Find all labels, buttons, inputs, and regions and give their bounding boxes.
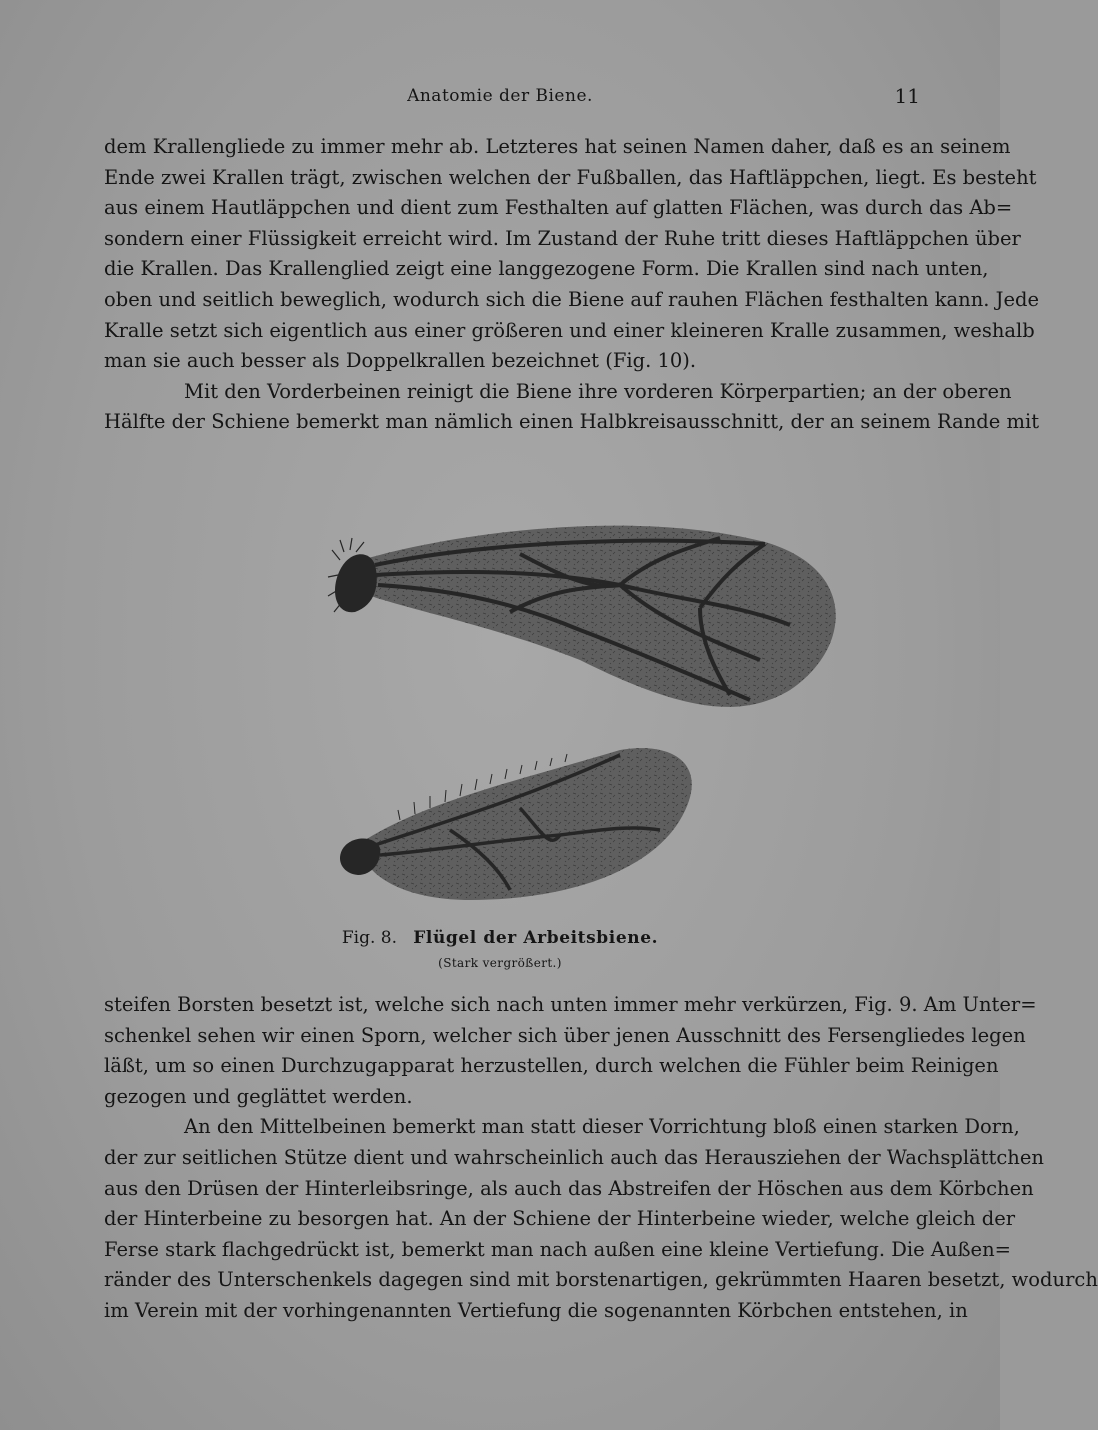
figure-title: Flügel der Arbeitsbiene. — [413, 928, 659, 948]
text-line: schenkel sehen wir einen Sporn, welcher sich über jenen Ausschnitt des Fersengliedes legen — [104, 1023, 1026, 1047]
text-line: An den Mittelbeinen bemerkt man statt dieser Vorrichtung bloß einen starken Dorn, — [184, 1115, 1020, 1139]
text-line: der zur seitlichen Stütze dient und wahrscheinlich auch das Herausziehen der Wachsplättchen — [104, 1145, 1044, 1169]
text-line: dem Krallengliede zu immer mehr ab. Letzteres hat seinen Namen daher, daß es an seinem — [104, 135, 1011, 158]
figure-note: (Stark vergrößert.) — [438, 956, 562, 970]
text-line: die Krallen. Das Krallenglied zeigt eine langgezogene Form. Die Krallen sind nach unten, — [104, 257, 989, 281]
text-line: aus einem Hautläppchen und dient zum Festhalten auf glatten Flächen, was durch das Ab= — [104, 196, 1013, 220]
forewing — [328, 526, 836, 707]
wing-illustration — [320, 530, 860, 930]
figure-label: Fig. 8. — [341, 928, 397, 948]
text-line: oben und seitlich beweglich, wodurch sich die Biene auf rauhen Flächen festhalten kann. Jede — [104, 287, 1040, 311]
text-line: Kralle setzt sich eigentlich aus einer größeren und einer kleineren Kralle zusammen, weshalb — [104, 318, 1035, 342]
text-line: der Hinterbeine zu besorgen hat. An der Schiene der Hinterbeine wieder, welche gleich der — [104, 1207, 1016, 1231]
page-number: 11 — [894, 84, 920, 108]
text-line: ränder des Unterschenkels dagegen sind mit borstenartigen, gekrümmten Haaren besetzt, wodurch — [104, 1268, 1098, 1292]
text-line: man sie auch besser als Doppelkrallen bezeichnet (Fig. 10). — [104, 349, 697, 373]
wing-drawing — [320, 530, 860, 930]
text-line: läßt, um so einen Durchzugapparat herzustellen, durch welchen die Fühler beim Reinigen — [104, 1054, 999, 1078]
text-line: aus den Drüsen der Hinterleibsringe, als auch das Abstreifen der Höschen aus dem Körbchen — [104, 1176, 1034, 1200]
text-line: im Verein mit der vorhingenannten Vertiefung die sogenannten Körbchen entstehen, in — [104, 1298, 968, 1322]
text-line: gezogen und geglättet werden. — [104, 1084, 413, 1108]
text-line: steifen Borsten besetzt ist, welche sich nach unten immer mehr verkürzen, Fig. 9. Am Unter= — [104, 993, 1037, 1016]
text-block-top — [104, 132, 1040, 438]
text-line: Hälfte der Schiene bemerkt man nämlich einen Halbkreisausschnitt, der an seinem Rande mit — [104, 410, 1040, 434]
figure-caption — [0, 928, 1000, 948]
text-line: Ferse stark flachgedrückt ist, bemerkt man nach außen eine kleine Vertiefung. Die Außen= — [104, 1237, 1011, 1261]
text-line: Ende zwei Krallen trägt, zwischen welchen der Fußballen, das Haftläppchen, liegt. Es besteht — [104, 165, 1037, 189]
running-header: Anatomie der Biene. — [407, 86, 593, 106]
text-line: Mit den Vorderbeinen reinigt die Biene ihre vorderen Körperpartien; an der oberen — [184, 379, 1012, 403]
hindwing — [340, 748, 692, 900]
text-block-bottom — [104, 990, 1098, 1327]
text-line: sondern einer Flüssigkeit erreicht wird. Im Zustand der Ruhe tritt dieses Haftläppchen über — [104, 226, 1021, 250]
